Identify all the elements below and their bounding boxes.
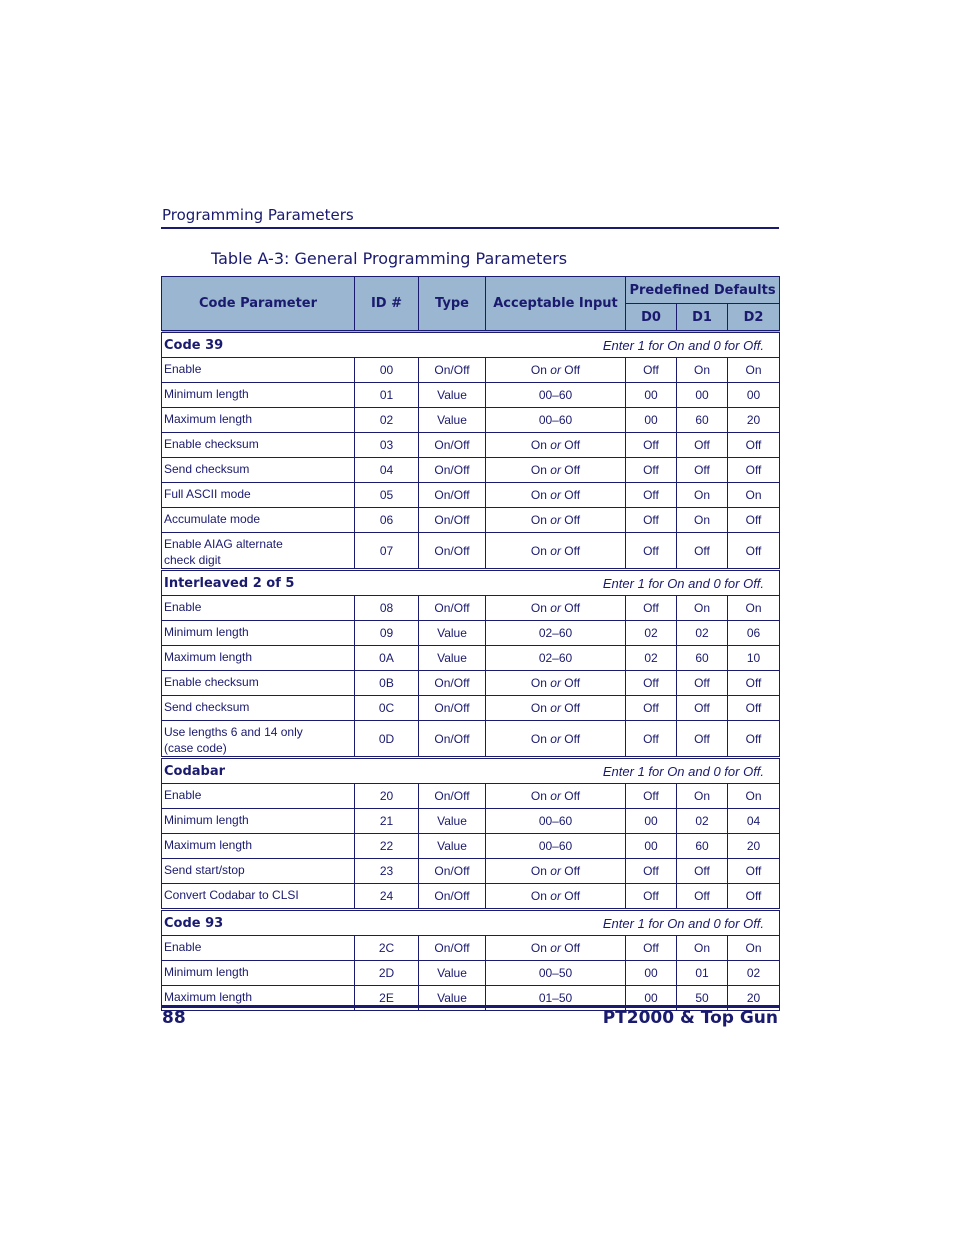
type-cell: Value: [419, 834, 486, 859]
acceptable-input-cell: On or Off: [486, 671, 626, 696]
default-d2-cell: On: [728, 936, 780, 961]
acceptable-input-cell: On or Off: [486, 458, 626, 483]
section-row: [162, 570, 780, 596]
default-d1-cell: Off: [677, 433, 728, 458]
acceptable-input-cell: On or Off: [486, 936, 626, 961]
table-caption: Table A-3: General Programming Parameters: [211, 249, 568, 268]
table-row: [162, 383, 780, 408]
parameter-name-cell: [162, 508, 355, 533]
id-cell: 04: [355, 458, 419, 483]
parameter-name-cell: [162, 884, 355, 910]
default-d1-cell: Off: [677, 884, 728, 910]
table-row: [162, 458, 780, 483]
acceptable-input-cell: On or Off: [486, 358, 626, 383]
running-head: Programming Parameters: [162, 206, 354, 224]
parameter-name: Minimum length: [164, 813, 249, 827]
id-cell: 09: [355, 621, 419, 646]
or-word: or: [550, 601, 561, 615]
default-d0-cell: 02: [626, 621, 677, 646]
default-d1-cell: 02: [677, 809, 728, 834]
parameter-name: Accumulate mode: [164, 512, 261, 526]
parameter-name-cell: [162, 784, 355, 809]
or-word: or: [550, 363, 561, 377]
type-cell: Value: [419, 986, 486, 1011]
id-cell: 07: [355, 533, 419, 570]
header-code-parameter: Code Parameter: [162, 277, 355, 332]
parameter-name: Maximum length: [164, 650, 253, 664]
acceptable-input-cell: 02–60: [486, 646, 626, 671]
or-word: or: [550, 701, 561, 715]
section-cell: [162, 910, 780, 936]
id-cell: 2D: [355, 961, 419, 986]
default-d0-cell: Off: [626, 859, 677, 884]
table-row: [162, 671, 780, 696]
parameter-name-cell: [162, 533, 355, 570]
parameters-table: [161, 276, 780, 1011]
id-cell: 2E: [355, 986, 419, 1011]
parameter-name-cell: [162, 433, 355, 458]
default-d0-cell: Off: [626, 458, 677, 483]
default-d2-cell: Off: [728, 884, 780, 910]
acceptable-input-cell: 02–60: [486, 621, 626, 646]
acceptable-input-cell: On or Off: [486, 433, 626, 458]
default-d2-cell: Off: [728, 721, 780, 758]
section-name: Interleaved 2 of 5: [164, 575, 295, 591]
parameter-name-cell: [162, 671, 355, 696]
acceptable-input-cell: On or Off: [486, 884, 626, 910]
parameter-name: Minimum length: [164, 965, 249, 979]
default-d1-cell: 02: [677, 621, 728, 646]
table-row: [162, 936, 780, 961]
or-word: or: [550, 676, 561, 690]
section-note: Enter 1 for On and 0 for Off.: [602, 915, 765, 931]
parameter-name: Send checksum: [164, 462, 250, 476]
default-d0-cell: 00: [626, 408, 677, 433]
default-d0-cell: Off: [626, 433, 677, 458]
parameter-name-cell: [162, 621, 355, 646]
default-d0-cell: Off: [626, 508, 677, 533]
header-d2: D2: [728, 304, 780, 332]
parameter-name: Enable: [164, 362, 202, 376]
default-d1-cell: On: [677, 358, 728, 383]
parameter-name-cell: [162, 961, 355, 986]
default-d2-cell: On: [728, 483, 780, 508]
type-cell: On/Off: [419, 433, 486, 458]
section-note: Enter 1 for On and 0 for Off.: [602, 575, 765, 591]
parameter-name: Send start/stop: [164, 863, 245, 877]
section-name: Code 39: [164, 337, 224, 353]
section-row: [162, 910, 780, 936]
parameter-name-cell: [162, 809, 355, 834]
table-row: [162, 696, 780, 721]
id-cell: 0A: [355, 646, 419, 671]
parameter-name-cell: [162, 358, 355, 383]
or-word: or: [550, 463, 561, 477]
default-d1-cell: Off: [677, 859, 728, 884]
table-row: [162, 884, 780, 910]
id-cell: 0C: [355, 696, 419, 721]
id-cell: 05: [355, 483, 419, 508]
section-row: [162, 758, 780, 784]
id-cell: 2C: [355, 936, 419, 961]
acceptable-input-cell: On or Off: [486, 483, 626, 508]
id-cell: 23: [355, 859, 419, 884]
table-row: [162, 508, 780, 533]
acceptable-input-cell: 00–60: [486, 408, 626, 433]
parameter-name: Maximum length: [164, 990, 253, 1004]
default-d1-cell: On: [677, 936, 728, 961]
default-d2-cell: Off: [728, 508, 780, 533]
table-row: [162, 784, 780, 809]
default-d1-cell: Off: [677, 458, 728, 483]
table-row: [162, 961, 780, 986]
parameter-name-cell: [162, 596, 355, 621]
table-row: [162, 621, 780, 646]
default-d2-cell: 20: [728, 408, 780, 433]
acceptable-input-cell: 00–50: [486, 961, 626, 986]
parameter-name: Enable: [164, 940, 202, 954]
id-cell: 03: [355, 433, 419, 458]
default-d0-cell: 00: [626, 986, 677, 1011]
acceptable-input-cell: 01–50: [486, 986, 626, 1011]
default-d1-cell: 00: [677, 383, 728, 408]
parameter-name: Minimum length: [164, 387, 249, 401]
table-row: [162, 809, 780, 834]
default-d0-cell: Off: [626, 483, 677, 508]
id-cell: 20: [355, 784, 419, 809]
type-cell: On/Off: [419, 596, 486, 621]
default-d0-cell: Off: [626, 784, 677, 809]
type-cell: On/Off: [419, 721, 486, 758]
type-cell: On/Off: [419, 533, 486, 570]
header-rule: [161, 227, 779, 229]
default-d1-cell: Off: [677, 671, 728, 696]
table-row: [162, 483, 780, 508]
type-cell: On/Off: [419, 936, 486, 961]
or-word: or: [550, 731, 561, 746]
or-word: or: [550, 789, 561, 803]
default-d2-cell: 20: [728, 834, 780, 859]
table-row: [162, 358, 780, 383]
type-cell: Value: [419, 961, 486, 986]
default-d0-cell: Off: [626, 721, 677, 758]
or-word: or: [550, 864, 561, 878]
parameter-name-cell: [162, 696, 355, 721]
parameter-name-continued: (case code): [164, 741, 227, 755]
type-cell: On/Off: [419, 483, 486, 508]
id-cell: 01: [355, 383, 419, 408]
section-note: Enter 1 for On and 0 for Off.: [602, 763, 765, 779]
default-d0-cell: Off: [626, 884, 677, 910]
default-d0-cell: Off: [626, 533, 677, 570]
acceptable-input-cell: 00–60: [486, 809, 626, 834]
id-cell: 0B: [355, 671, 419, 696]
type-cell: On/Off: [419, 884, 486, 910]
parameter-name: Enable AIAG alternate: [164, 537, 283, 551]
acceptable-input-cell: 00–60: [486, 834, 626, 859]
header-d1: D1: [677, 304, 728, 332]
default-d2-cell: 06: [728, 621, 780, 646]
default-d0-cell: Off: [626, 671, 677, 696]
acceptable-input-cell: On or Off: [486, 533, 626, 570]
acceptable-input-cell: On or Off: [486, 696, 626, 721]
parameter-name-cell: [162, 458, 355, 483]
parameter-name: Enable checksum: [164, 675, 259, 689]
table-row: [162, 433, 780, 458]
acceptable-input-cell: On or Off: [486, 859, 626, 884]
default-d1-cell: On: [677, 596, 728, 621]
default-d0-cell: 00: [626, 383, 677, 408]
acceptable-input-cell: On or Off: [486, 784, 626, 809]
parameter-name-cell: [162, 859, 355, 884]
table-row: [162, 646, 780, 671]
default-d1-cell: 60: [677, 834, 728, 859]
parameter-name-cell: [162, 936, 355, 961]
default-d1-cell: 01: [677, 961, 728, 986]
parameter-name: Send checksum: [164, 700, 250, 714]
acceptable-input-cell: On or Off: [486, 508, 626, 533]
default-d1-cell: 60: [677, 646, 728, 671]
parameter-name-cell: [162, 646, 355, 671]
page-number: 88: [162, 1008, 186, 1028]
section-name: Codabar: [164, 763, 226, 779]
default-d1-cell: Off: [677, 533, 728, 570]
parameter-name: Enable checksum: [164, 437, 259, 451]
or-word: or: [550, 941, 561, 955]
default-d2-cell: On: [728, 358, 780, 383]
id-cell: 22: [355, 834, 419, 859]
id-cell: 08: [355, 596, 419, 621]
parameter-name-continued: check digit: [164, 553, 221, 567]
parameter-name: Enable: [164, 788, 202, 802]
default-d0-cell: Off: [626, 696, 677, 721]
parameter-name: Maximum length: [164, 838, 253, 852]
type-cell: Value: [419, 408, 486, 433]
default-d0-cell: 00: [626, 961, 677, 986]
type-cell: Value: [419, 621, 486, 646]
parameter-name: Full ASCII mode: [164, 487, 251, 501]
default-d2-cell: Off: [728, 458, 780, 483]
parameter-name: Convert Codabar to CLSI: [164, 888, 299, 902]
acceptable-input-cell: 00–60: [486, 383, 626, 408]
header-acceptable-input: Acceptable Input: [486, 277, 626, 332]
default-d2-cell: Off: [728, 433, 780, 458]
type-cell: On/Off: [419, 859, 486, 884]
parameter-name-cell: [162, 483, 355, 508]
default-d2-cell: 02: [728, 961, 780, 986]
parameter-name: Maximum length: [164, 412, 253, 426]
table-row: [162, 408, 780, 433]
parameter-name-cell: [162, 383, 355, 408]
book-title: PT2000 & Top Gun: [602, 1008, 778, 1028]
default-d2-cell: Off: [728, 696, 780, 721]
or-word: or: [550, 889, 561, 903]
default-d1-cell: Off: [677, 696, 728, 721]
id-cell: 06: [355, 508, 419, 533]
section-cell: [162, 758, 780, 784]
header-type: Type: [419, 277, 486, 332]
or-word: or: [550, 543, 561, 558]
default-d1-cell: Off: [677, 721, 728, 758]
default-d2-cell: 20: [728, 986, 780, 1011]
parameter-name-cell: [162, 721, 355, 758]
type-cell: On/Off: [419, 508, 486, 533]
header-predefined-defaults: Predefined Defaults: [626, 277, 780, 304]
id-cell: 02: [355, 408, 419, 433]
parameter-name: Enable: [164, 600, 202, 614]
section-cell: [162, 332, 780, 358]
type-cell: Value: [419, 646, 486, 671]
parameter-name: Minimum length: [164, 625, 249, 639]
section-cell: [162, 570, 780, 596]
default-d2-cell: Off: [728, 671, 780, 696]
default-d2-cell: Off: [728, 859, 780, 884]
id-cell: 24: [355, 884, 419, 910]
default-d0-cell: Off: [626, 596, 677, 621]
id-cell: 21: [355, 809, 419, 834]
default-d1-cell: 50: [677, 986, 728, 1011]
id-cell: 00: [355, 358, 419, 383]
type-cell: Value: [419, 809, 486, 834]
acceptable-input-cell: On or Off: [486, 721, 626, 758]
default-d1-cell: On: [677, 508, 728, 533]
default-d1-cell: On: [677, 784, 728, 809]
default-d2-cell: 00: [728, 383, 780, 408]
default-d1-cell: On: [677, 483, 728, 508]
default-d1-cell: 60: [677, 408, 728, 433]
default-d2-cell: 04: [728, 809, 780, 834]
section-name: Code 93: [164, 915, 224, 931]
table-row: [162, 721, 780, 758]
default-d2-cell: Off: [728, 533, 780, 570]
type-cell: On/Off: [419, 696, 486, 721]
type-cell: On/Off: [419, 784, 486, 809]
default-d2-cell: On: [728, 784, 780, 809]
header-id: ID #: [355, 277, 419, 332]
acceptable-input-cell: On or Off: [486, 596, 626, 621]
parameter-name-cell: [162, 834, 355, 859]
default-d0-cell: Off: [626, 358, 677, 383]
default-d0-cell: Off: [626, 936, 677, 961]
or-word: or: [550, 488, 561, 502]
type-cell: On/Off: [419, 358, 486, 383]
parameter-name-cell: [162, 408, 355, 433]
default-d0-cell: 02: [626, 646, 677, 671]
table-row: [162, 859, 780, 884]
parameter-name: Use lengths 6 and 14 only: [164, 725, 303, 739]
table-row: [162, 834, 780, 859]
type-cell: On/Off: [419, 671, 486, 696]
default-d0-cell: 00: [626, 834, 677, 859]
section-note: Enter 1 for On and 0 for Off.: [602, 337, 765, 353]
or-word: or: [550, 513, 561, 527]
id-cell: 0D: [355, 721, 419, 758]
type-cell: On/Off: [419, 458, 486, 483]
table-row: [162, 533, 780, 570]
or-word: or: [550, 438, 561, 452]
section-row: [162, 332, 780, 358]
table-body: [162, 332, 780, 1011]
default-d0-cell: 00: [626, 809, 677, 834]
header-d0: D0: [626, 304, 677, 332]
table-row: [162, 596, 780, 621]
default-d2-cell: On: [728, 596, 780, 621]
default-d2-cell: 10: [728, 646, 780, 671]
type-cell: Value: [419, 383, 486, 408]
